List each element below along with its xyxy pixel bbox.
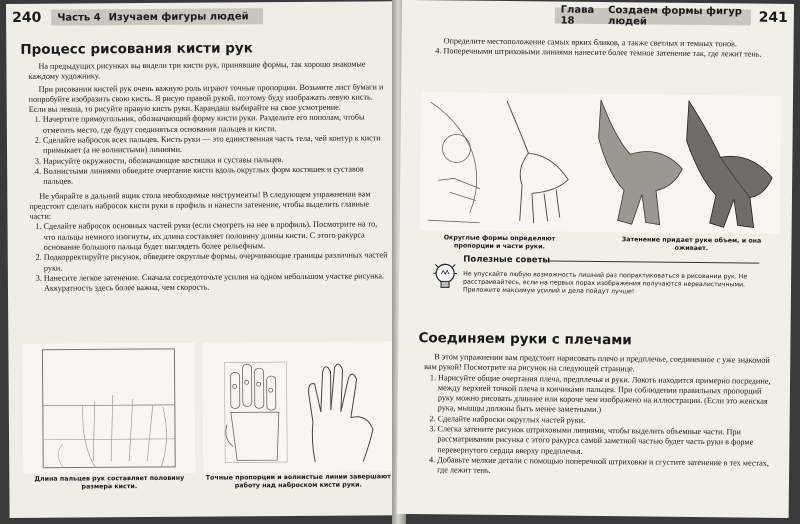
lightbulb-icon xyxy=(433,262,457,292)
left-step-2: 2. Сделайте набросок всех пальцев. Кисть руки — это единственная часть тела, чей контур к кисти примыкает (а не волнистыми) линиями. xyxy=(43,133,387,156)
caption-1: Длина пальцев рук составляет половину размера кисти. xyxy=(34,474,185,491)
right-step-1: 1. Нарисуйте общие очертания плеча, предплечья и руки. Локоть находится примерно посредине, между верхней точкой плеча и кончиками пальцев. При соблюдении правильных пропорций руку можно рисовать длиннее или короче чем изображено на иллюстрации. (Если это женская рука, мышцы должны быть менее заметными.) xyxy=(438,373,776,418)
right-steps xyxy=(423,373,776,480)
figure-hand-sketches xyxy=(202,341,393,472)
left-step2-2: 2. Подкорректируйте рисунок, обведите округлые формы, очерчивающие границы различных частей руки. xyxy=(44,251,388,274)
tips-rule xyxy=(549,260,759,263)
left-section-title: Процесс рисования кисти рук xyxy=(20,40,253,58)
caption-3: Округлые формы определяют пропорции и части руки. xyxy=(443,234,556,251)
right-running-header xyxy=(552,5,788,27)
right-section-title: Соединяем руки с плечами xyxy=(418,330,632,349)
hand-outline-sketches xyxy=(202,341,393,472)
left-step2-3: 3. Нанесите легкое затенение. Сначала сосредоточьте усилия на одном небольшом участке рисунка. Аккуратность здесь более важна, чем скорость. xyxy=(44,271,388,294)
left-chapter-label: Часть 4 xyxy=(57,11,101,24)
left-chapter-title: Изучаем фигуры людей xyxy=(108,10,249,23)
caption-2: Точные пропорции и волнистые линии завершают работу над наброском кисти руки. xyxy=(205,473,391,490)
figure-hand-rectangle xyxy=(22,343,195,474)
right-chapter-bar xyxy=(555,4,751,28)
left-page xyxy=(6,1,400,518)
hand-shading-sketches xyxy=(420,92,781,234)
right-chapter-label: Глава 18 xyxy=(560,4,595,27)
tips-title: Полезные советы xyxy=(463,254,551,266)
left-para-2: Не убирайте в дальний ящик стола необходимые инструменты! В следующем упражнении вам предстоит сделать набросок кисти руки в профиль и нанести затенение, чтобы выделить главные части: xyxy=(29,189,371,221)
left-step-3: 3. Нарисуйте окружности, обозначающие костяшки и суставы пальцев. xyxy=(43,154,387,167)
figure-hand-shading xyxy=(420,92,781,234)
left-page-number: 240 xyxy=(12,9,42,26)
left-chapter-bar xyxy=(51,8,263,25)
right-top-text xyxy=(429,36,769,60)
left-running-header xyxy=(12,5,390,28)
right-page-number: 241 xyxy=(758,9,788,26)
right-chapter-title: Создаем формы фигур людей xyxy=(607,5,742,28)
left-intro-2: При рисовании кистей рук очень важную роль играют точные пропорции. Возьмите лист бумаги и попробуйте изобразить свою кисть. Я рисую правой рукой, поэтому буду изображать левую кисть. Если вы левша, то рисуйте правую кисть руки. Карандаш выбирайте на свое усмотрение. xyxy=(28,81,384,115)
left-steps-1 xyxy=(29,113,387,188)
left-steps-2 xyxy=(30,220,388,295)
right-step-4b: 4. Добавьте мелкие детали с помощью поперечной штриховки и сгустите затенение в тех местах, где лежит тень. xyxy=(437,455,775,479)
left-step2-1: 1. Сделайте набросок основных частей руки (если смотреть на нее в профиль). Посмотрите на то, что пальцы немного изогнуты, их длина составляет половину длины кисти. С этого ракурса основание большого пальца будет выглядеть более рельефным. xyxy=(44,220,388,253)
right-step-3: 3. Слегка затените рисунок штриховыми линиями, чтобы выделить объемные части. При рассматривании рисунка с этого ракурса самой заметной частью будет часть руки в форме перевернутого сердца вверху предплечья. xyxy=(437,424,775,458)
right-step-4: 4. Поперечными штриховыми линиями нанесите более темное затенение так, где лежит тень. xyxy=(443,47,769,61)
right-intro: В этом упражнении вам предстоит нарисовать плечо и предплечье, соединенное с уже знакомой вам рукой! Посмотрите на рисунок на следующей странице. xyxy=(424,352,770,374)
hand-proportion-sketch xyxy=(22,343,195,474)
tips-box xyxy=(409,254,781,306)
caption-4: Затенение придает руке объем, и она оживает. xyxy=(621,236,762,253)
right-page xyxy=(397,0,794,518)
left-text-block xyxy=(28,59,388,294)
left-step-4: 4. Волнистыми линиями обведите очертание кисти вдоль округлых форм костяшек и суставов пальцев. xyxy=(43,164,387,187)
left-step-1: 1. Начертите прямоугольник, обозначающий форму кисти руки. Разделите его пополам, чтобы отметить место, где будут соединяться основания пальцев и кисти. xyxy=(43,113,387,136)
tips-body: Не упускайте любую возможность лишний раз попрактиковаться в рисовании рук. Не расстраивайтесь, если на первых порах изображения получаются нереалистичными. Приложите максимум усилий и дела пойдут лучше! xyxy=(462,270,748,296)
left-intro-1: На предыдущих рисунках вы видели три кисти рук, принявшие формы, так хорошо знакомые каждому художнику. xyxy=(28,59,366,82)
right-step-2: 2. Сделайте наброски округлых частей руки. xyxy=(438,414,776,428)
right-cont-text: Определите местоположение самых ярких бликов, а также светлых и темных тонов. xyxy=(443,36,738,49)
right-step-4-list xyxy=(429,46,769,60)
right-text-block xyxy=(423,352,776,479)
